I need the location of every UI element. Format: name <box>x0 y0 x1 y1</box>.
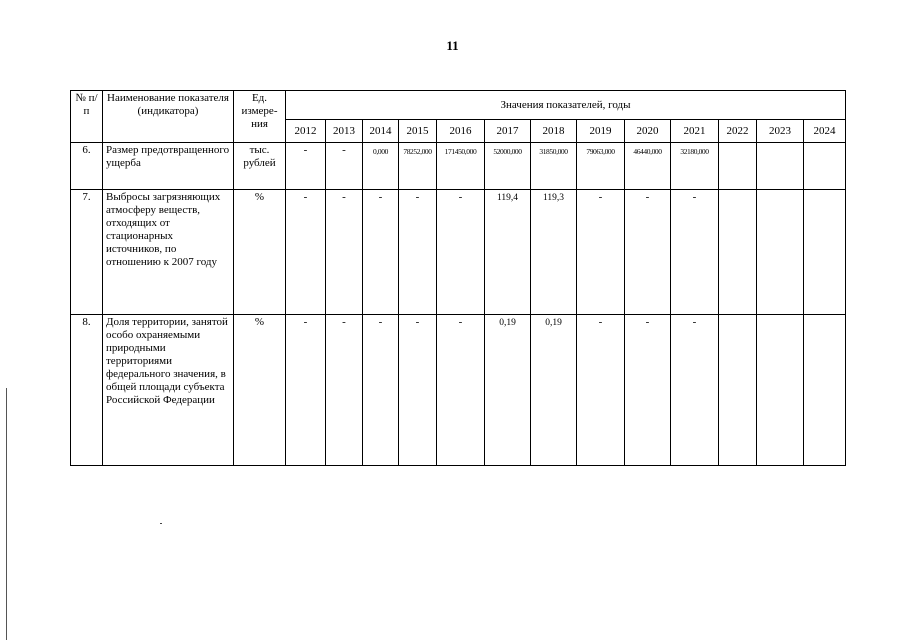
table-row <box>71 315 846 466</box>
value-cell: - <box>399 315 437 466</box>
value-cell: 46440,000 <box>625 143 671 190</box>
indicator-name: Выбросы загрязняющих атмосферу веществ, отходящих от стационарных источников, по отношению к 2007 году <box>103 190 234 315</box>
value-cell: - <box>577 190 625 315</box>
indicators-table <box>70 90 846 466</box>
header-year: 2023 <box>757 120 804 143</box>
value-cell: 0,19 <box>485 315 531 466</box>
value-cell: 31850,000 <box>531 143 577 190</box>
value-cell <box>719 143 757 190</box>
header-year: 2014 <box>363 120 399 143</box>
value-cell: 171450,000 <box>437 143 485 190</box>
value-cell: - <box>625 190 671 315</box>
header-year: 2022 <box>719 120 757 143</box>
value-cell: - <box>625 315 671 466</box>
value-cell <box>757 315 804 466</box>
value-cell <box>804 190 846 315</box>
unit-cell: % <box>234 315 286 466</box>
value-cell <box>804 315 846 466</box>
header-indicator-name: Наименование показателя (индикатора) <box>103 91 234 143</box>
value-cell: - <box>671 315 719 466</box>
header-row-top <box>71 91 846 120</box>
row-number: 7. <box>71 190 103 315</box>
page-number: 11 <box>446 38 459 53</box>
value-cell: - <box>286 315 326 466</box>
value-cell: - <box>326 190 363 315</box>
value-cell: 78252,000 <box>399 143 437 190</box>
unit-cell: % <box>234 190 286 315</box>
value-cell: - <box>577 315 625 466</box>
header-year: 2015 <box>399 120 437 143</box>
header-year: 2019 <box>577 120 625 143</box>
row-number: 8. <box>71 315 103 466</box>
value-cell: - <box>363 315 399 466</box>
value-cell: 0,000 <box>363 143 399 190</box>
header-values-group: Значения показателей, годы <box>286 91 846 120</box>
header-year: 2013 <box>326 120 363 143</box>
header-year: 2024 <box>804 120 846 143</box>
value-cell: - <box>363 190 399 315</box>
value-cell: 79063,000 <box>577 143 625 190</box>
value-cell: - <box>671 190 719 315</box>
value-cell: - <box>399 190 437 315</box>
value-cell: - <box>286 190 326 315</box>
value-cell: - <box>437 315 485 466</box>
value-cell: 32180,000 <box>671 143 719 190</box>
table-row <box>71 143 846 190</box>
value-cell: - <box>286 143 326 190</box>
value-cell <box>719 190 757 315</box>
header-year: 2012 <box>286 120 326 143</box>
header-year: 2016 <box>437 120 485 143</box>
value-cell <box>719 315 757 466</box>
value-cell: 119,4 <box>485 190 531 315</box>
indicator-name: Доля территории, занятой особо охраняемыми природными территориями федерального значения, в общей площади субъекта Российской Федерации <box>103 315 234 466</box>
header-year: 2020 <box>625 120 671 143</box>
header-unit: Ед. измере-ния <box>234 91 286 143</box>
value-cell <box>757 190 804 315</box>
value-cell: 52000,000 <box>485 143 531 190</box>
unit-cell: тыс. рублей <box>234 143 286 190</box>
indicator-name: Размер предотвращенного ущерба <box>103 143 234 190</box>
header-number: № п/п <box>71 91 103 143</box>
value-cell: - <box>326 143 363 190</box>
value-cell: 0,19 <box>531 315 577 466</box>
scan-speck <box>160 523 162 524</box>
header-year: 2021 <box>671 120 719 143</box>
value-cell <box>804 143 846 190</box>
value-cell: 119,3 <box>531 190 577 315</box>
value-cell: - <box>437 190 485 315</box>
row-number: 6. <box>71 143 103 190</box>
scan-edge-line <box>6 388 7 640</box>
header-year: 2018 <box>531 120 577 143</box>
value-cell <box>757 143 804 190</box>
header-year: 2017 <box>485 120 531 143</box>
value-cell: - <box>326 315 363 466</box>
table-row <box>71 190 846 315</box>
